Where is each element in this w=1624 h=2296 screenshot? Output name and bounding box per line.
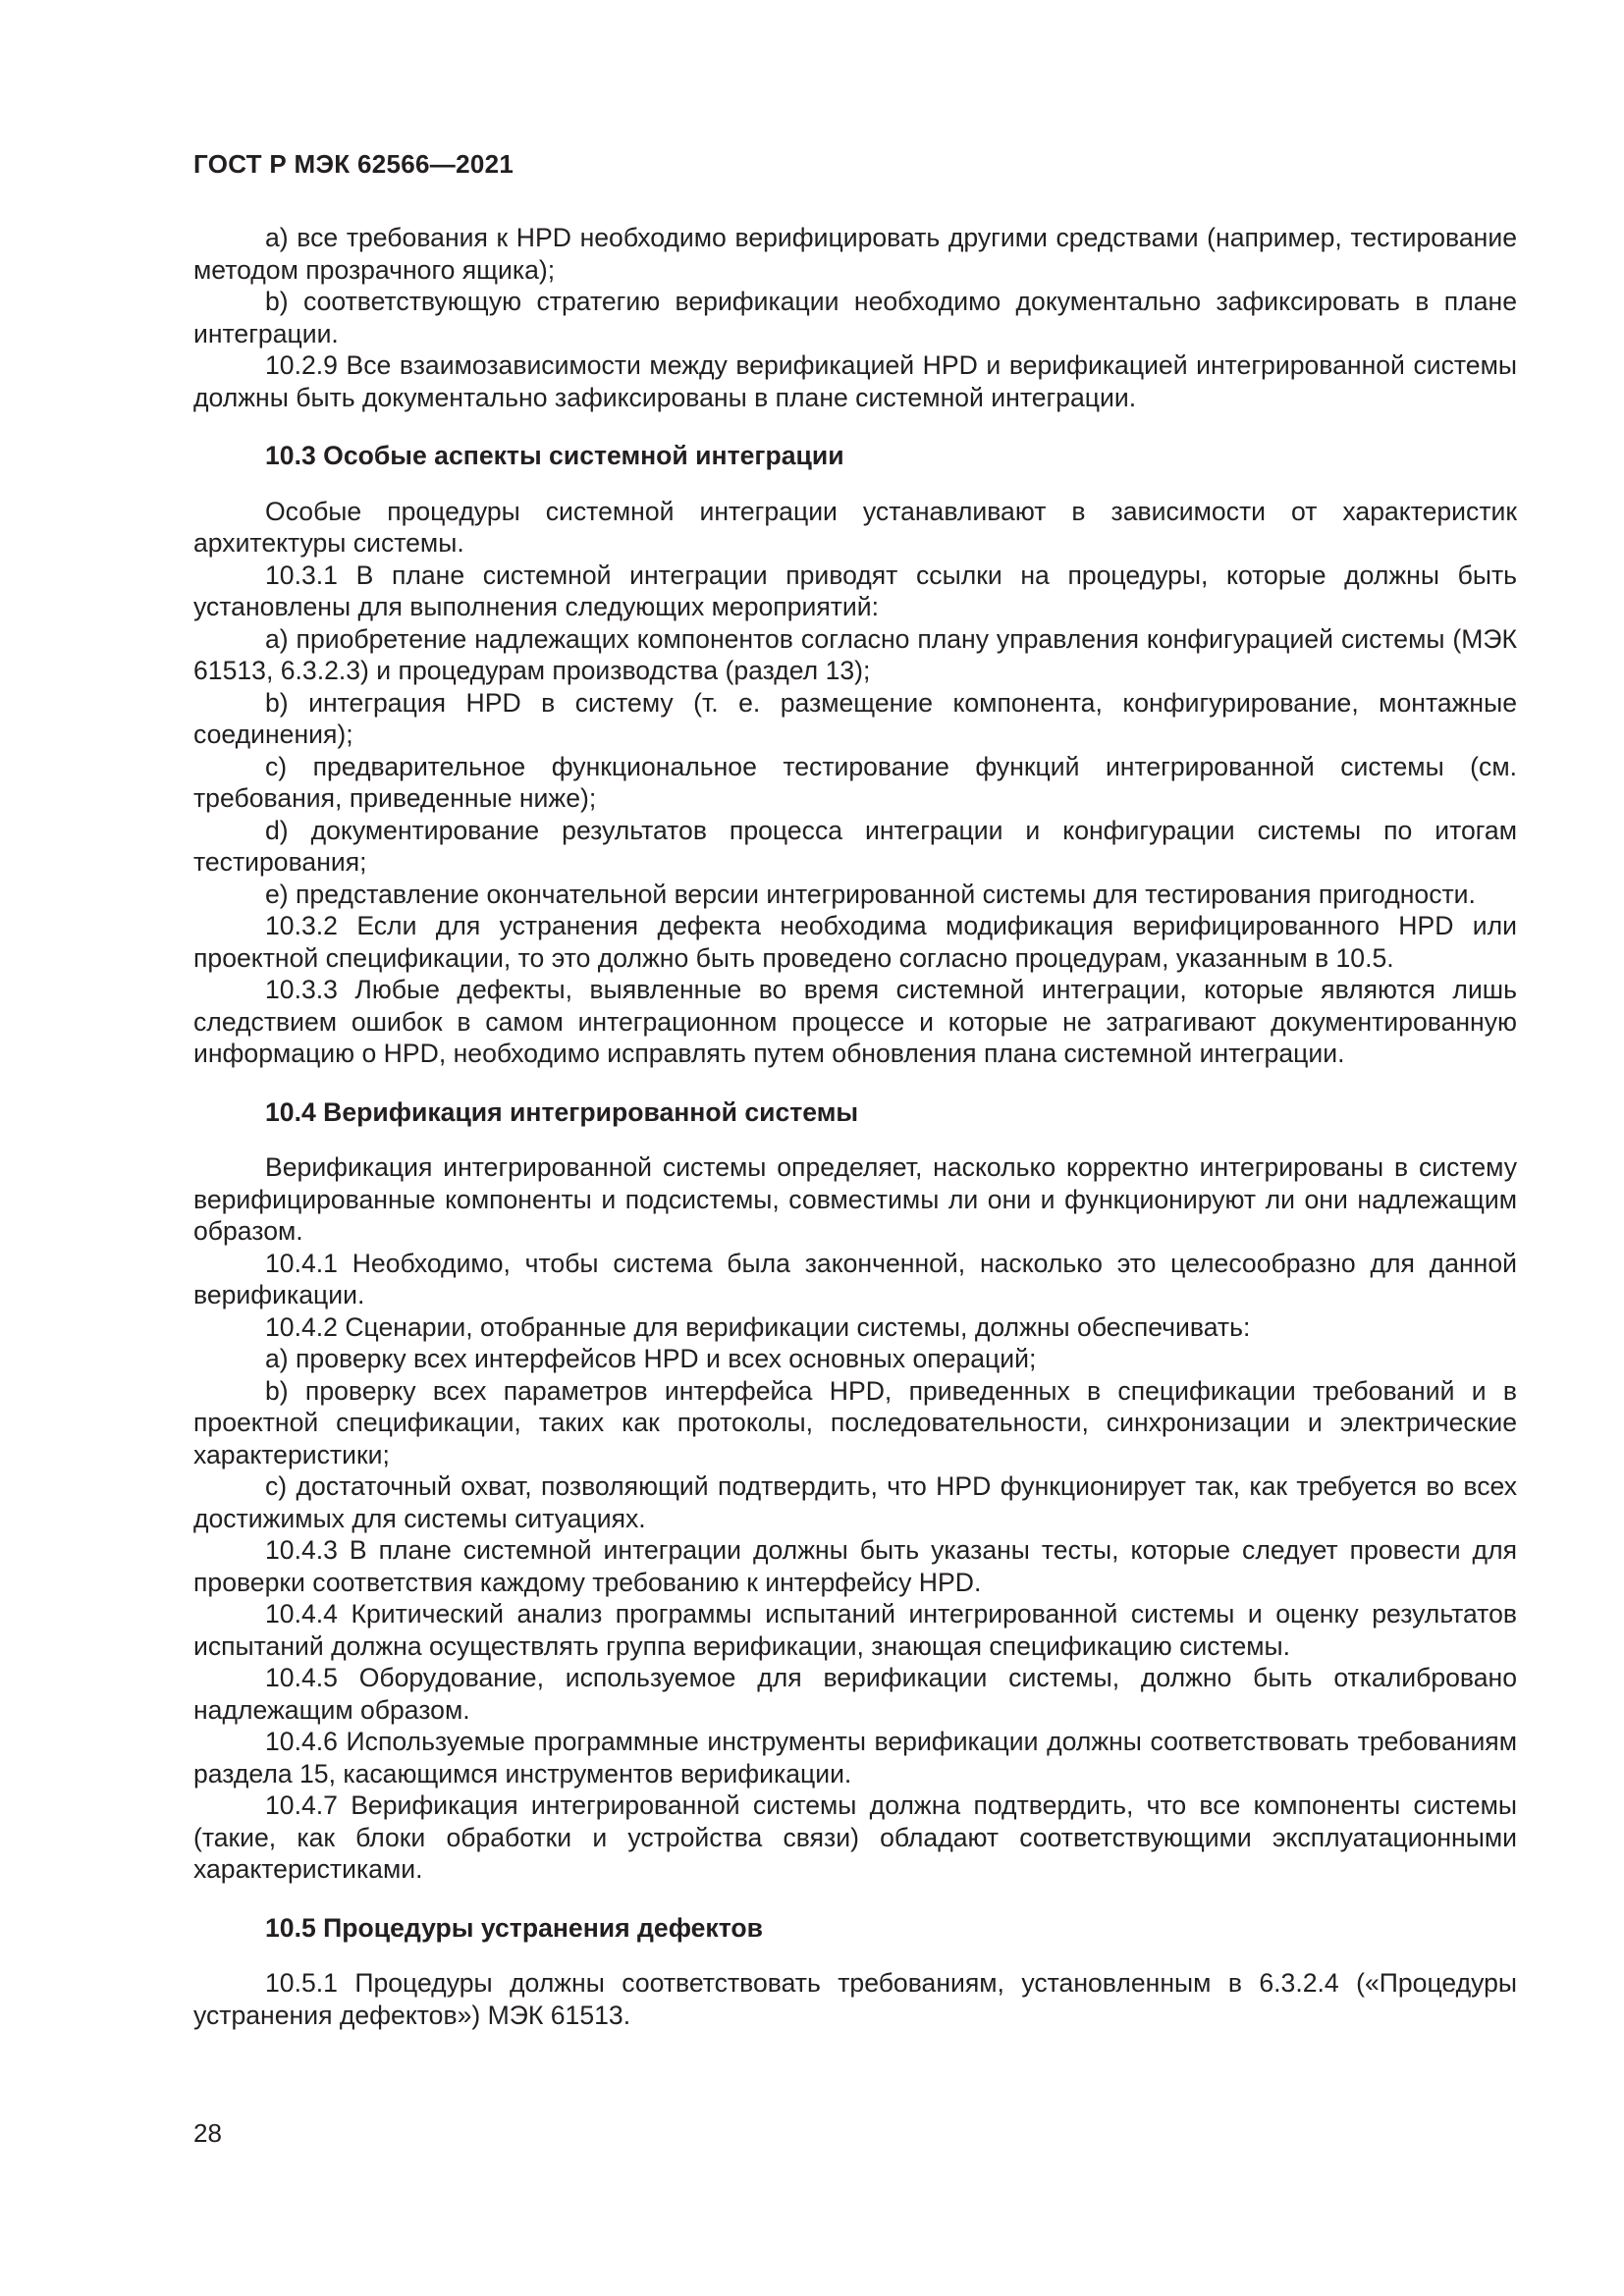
paragraph: 10.4.1 Необходимо, чтобы система была законченной, насколько это целесообразно для данной верификации. xyxy=(193,1248,1517,1309)
paragraph: 10.4.7 Верификация интегрированной системы должна подтвердить, что все компоненты системы (такие, как блоки обработки и устройства связи) обладают соответствующими эксплуатационными характеристиками. xyxy=(193,1790,1517,1884)
document-body xyxy=(193,222,1517,2031)
paragraph: Особые процедуры системной интеграции устанавливают в зависимости от характеристик архитектуры системы. xyxy=(193,496,1517,558)
list-item: e) представление окончательной версии интегрированной системы для тестирования пригодности. xyxy=(265,879,1476,909)
paragraph: a) все требования к HPD необходимо верифицировать другими средствами (например, тестирование методом прозрачного ящика); xyxy=(193,223,1517,285)
list-item: a) приобретение надлежащих компонентов согласно плану управления конфигурацией системы (МЭК 61513, 6.3.2.3) и процедурам производства (раздел 13); xyxy=(193,623,1517,685)
paragraph: 10.4.4 Критический анализ программы испытаний интегрированной системы и оценку результатов испытаний должна осуществлять группа верификации, знающая спецификацию системы. xyxy=(193,1599,1517,1661)
list-item: a) проверку всех интерфейсов HPD и всех основных операций; xyxy=(265,1344,1037,1373)
paragraph: 10.4.5 Оборудование, используемое для верификации системы, должно быть откалибровано надлежащим образом. xyxy=(193,1663,1517,1725)
section-heading: 10.4 Верификация интегрированной системы xyxy=(265,1096,859,1127)
paragraph: 10.3.2 Если для устранения дефекта необходима модификация верифицированного HPD или проектной спецификации, то это должно быть проведено согласно процедурам, указанным в 10.5. xyxy=(193,911,1517,973)
list-item: b) интеграция HPD в систему (т. е. размещение компонента, конфигурирование, монтажные соединения); xyxy=(193,687,1517,749)
section-heading: 10.3 Особые аспекты системной интеграции xyxy=(265,441,844,470)
list-item: c) предварительное функциональное тестирование функций интегрированной системы (см. требования, приведенные ниже); xyxy=(193,751,1517,813)
page-number: 28 xyxy=(193,2118,222,2148)
paragraph: 10.4.3 В плане системной интеграции должны быть указаны тесты, которые следует провести для проверки соответствия каждому требованию к интерфейсу HPD. xyxy=(193,1535,1517,1597)
paragraph: 10.5.1 Процедуры должны соответствовать требованиям, установленным в 6.3.2.4 («Процедуры устранения дефектов») МЭК 61513. xyxy=(193,1968,1517,2030)
paragraph: 10.3.3 Любые дефекты, выявленные во время системной интеграции, которые являются лишь следствием ошибок в самом интеграционном процессе и которые не затрагивают документированную информацию о HPD, необходимо исправлять путем обновления плана системной интеграции. xyxy=(193,975,1517,1068)
paragraph: 10.3.1 В плане системной интеграции приводят ссылки на процедуры, которые должны быть установлены для выполнения следующих мероприятий: xyxy=(193,560,1517,621)
list-item: b) проверку всех параметров интерфейса HPD, приведенных в спецификации требований и в проектной спецификации, таких как протоколы, последовательности, синхронизации и электрические характеристики; xyxy=(193,1375,1517,1469)
paragraph: 10.4.6 Используемые программные инструменты верификации должны соответствовать требованиям раздела 15, касающимся инструментов верификации. xyxy=(193,1727,1517,1789)
list-item: d) документирование результатов процесса интеграции и конфигурации системы по итогам тестирования; xyxy=(193,815,1517,877)
paragraph: 10.4.2 Сценарии, отобранные для верификации системы, должны обеспечивать: xyxy=(265,1311,1251,1342)
paragraph: 10.2.9 Все взаимозависимости между верификацией HPD и верификацией интегрированной системы должны быть документально зафиксированы в плане системной интеграции. xyxy=(193,350,1517,412)
section-heading: 10.5 Процедуры устранения дефектов xyxy=(265,1912,763,1943)
paragraph: b) соответствующую стратегию верификации необходимо документально зафиксировать в плане интеграции. xyxy=(193,287,1517,348)
list-item: c) достаточный охват, позволяющий подтвердить, что HPD функционирует так, как требуется во всех достижимых для системы ситуациях. xyxy=(193,1471,1517,1533)
paragraph: Верификация интегрированной системы определяет, насколько корректно интегрированы в систему верифицированные компоненты и подсистемы, совместимы ли они и функционируют ли они надлежащим образом. xyxy=(193,1152,1517,1246)
document-header: ГОСТ Р МЭК 62566—2021 xyxy=(193,149,514,179)
